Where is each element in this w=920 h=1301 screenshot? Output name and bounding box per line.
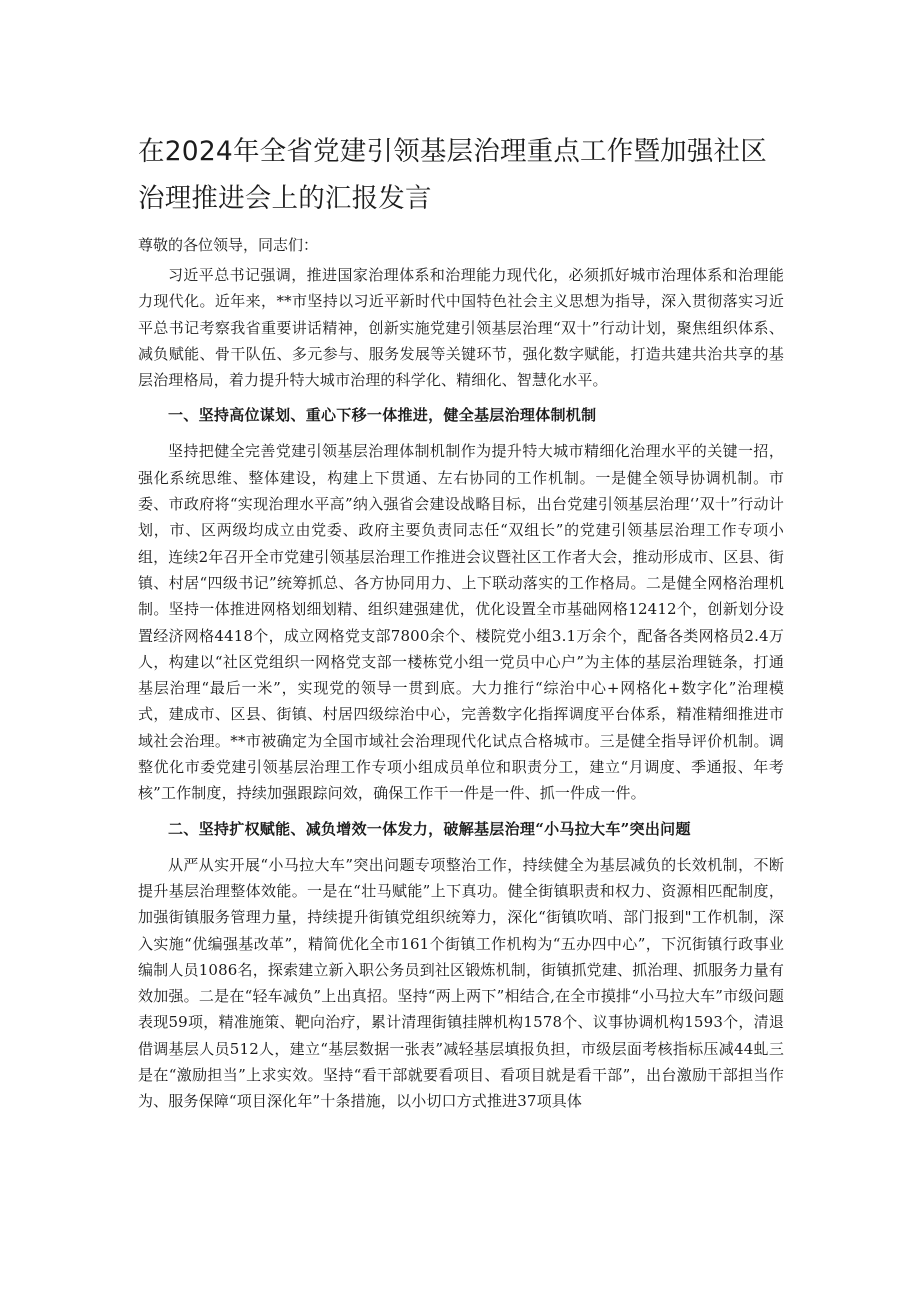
section-2-body: 从严从实开展“小马拉大车”突出问题专项整治工作，持续健全为基层减负的长效机制，不断提升基层治理整体效能。一是在“壮马赋能”上下真功。健全街镇职责和权力、资源相匹配制度，加强街镇服务管理力量，持续提升街镇党组织统筹力，深化“街镇吹哨、部门报到"工作机制，深入实施“优编强基改革”，精简优化全市161个街镇工作机构为“五办四中心”，下沉街镇行政事业编制人员1086名，探索建立新入职公务员到社区锻炼机制，街镇抓党建、抓治理、抓服务力量有效加强。二是在“轻车减负”上出真招。坚持“两上两下”相结合,在全市摸排“小马拉大车”市级问题表现59项，精准施策、靶向治疗，累计清理街镇挂牌机构1578个、议事协调机构1593个，清退借调基层人员512人，建立“基层数据一张表”减轻基层填报负担，市级层面考核指标压减44虬三是在“激励担当”上求实效。坚持“看干部就要看项目、看项目就是看干部”，出台激励干部担当作为、服务保障“项目深化年”十条措施，以小切口方式推进37项具体	[138, 855, 784, 1111]
section-1-heading: 一、坚持高位谋划、重心下移一体推进，健全基层治理体制机制	[168, 406, 597, 425]
document-page	[138, 128, 784, 1124]
salutation: 尊敬的各位领导，同志们：	[138, 236, 319, 254]
section-1-body: 坚持把健全完善党建引领基层治理体制机制作为提升特大城市精细化治理水平的关键一招，强化系统思维、整体建设，构建上下贯通、左右协同的工作机制。一是健全领导协调机制。市委、市政府将“实现治理水平高”纳入强省会建设战略目标，出台党建引领基层治理‘’双十”行动计划，市、区两级均成立由党委、政府主要负责同志任“双组长”的党建引领基层治理工作专项小组，连续2年召开全市党建引领基层治理工作推进会议暨社区工作者大会，推动形成市、区县、街镇、村居“四级书记”统筹抓总、各方协同用力、上下联动落实的工作格局。二是健全网格治理机制。坚持一体推进网格划细划精、组织建强建优，优化设置全市基础网格12412个，创新划分设置经济网格4418个，成立网格党支部7800余个、楼院党小组3.1万余个，配备各类网格员2.4万人，构建以“社区党组织一网格党支部一楼栋党小组一党员中心户”为主体的基层治理链条，打通基层治理“最后一米”，实现党的领导一贯到底。大力推行“综治中心+网格化+数字化”治理模式，建成市、区县、街镇、村居四级综治中心，完善数字化指挥调度平台体系，精准精细推进市域社会治理。**市被确定为全国市域社会治理现代化试点合格城市。三是健全指导评价机制。调整优化市委党建引领基层治理工作专项小组成员单位和职责分工，建立“月调度、季通报、年考核”工作制度，持续加强跟踪问效，确保工作干一件是一件、抓一件成一件。	[138, 442, 784, 803]
intro-paragraph: 习近平总书记强调，推进国家治理体系和治理能力现代化，必须抓好城市治理体系和治理能力现代化。近年来，**市坚持以习近平新时代中国特色社会主义思想为指导，深入贯彻落实习近平总书记考察我省重要讲话精神，创新实施党建引领基层治理“双十”行动计划，聚焦组织体系、减负赋能、骨干队伍、多元参与、服务发展等关键环节，强化数字赋能，打造共建共治共享的基层治理格局，着力提升特大城市治理的科学化、精细化、智慧化水平。	[138, 266, 784, 390]
section-2-heading: 二、坚持扩权赋能、减负增效一体发力，破解基层治理“小马拉大车”突出问题	[168, 819, 691, 838]
document-title: 在2024年全省党建引领基层治理重点工作暨加强社区治理推进会上的汇报发言	[138, 136, 767, 214]
